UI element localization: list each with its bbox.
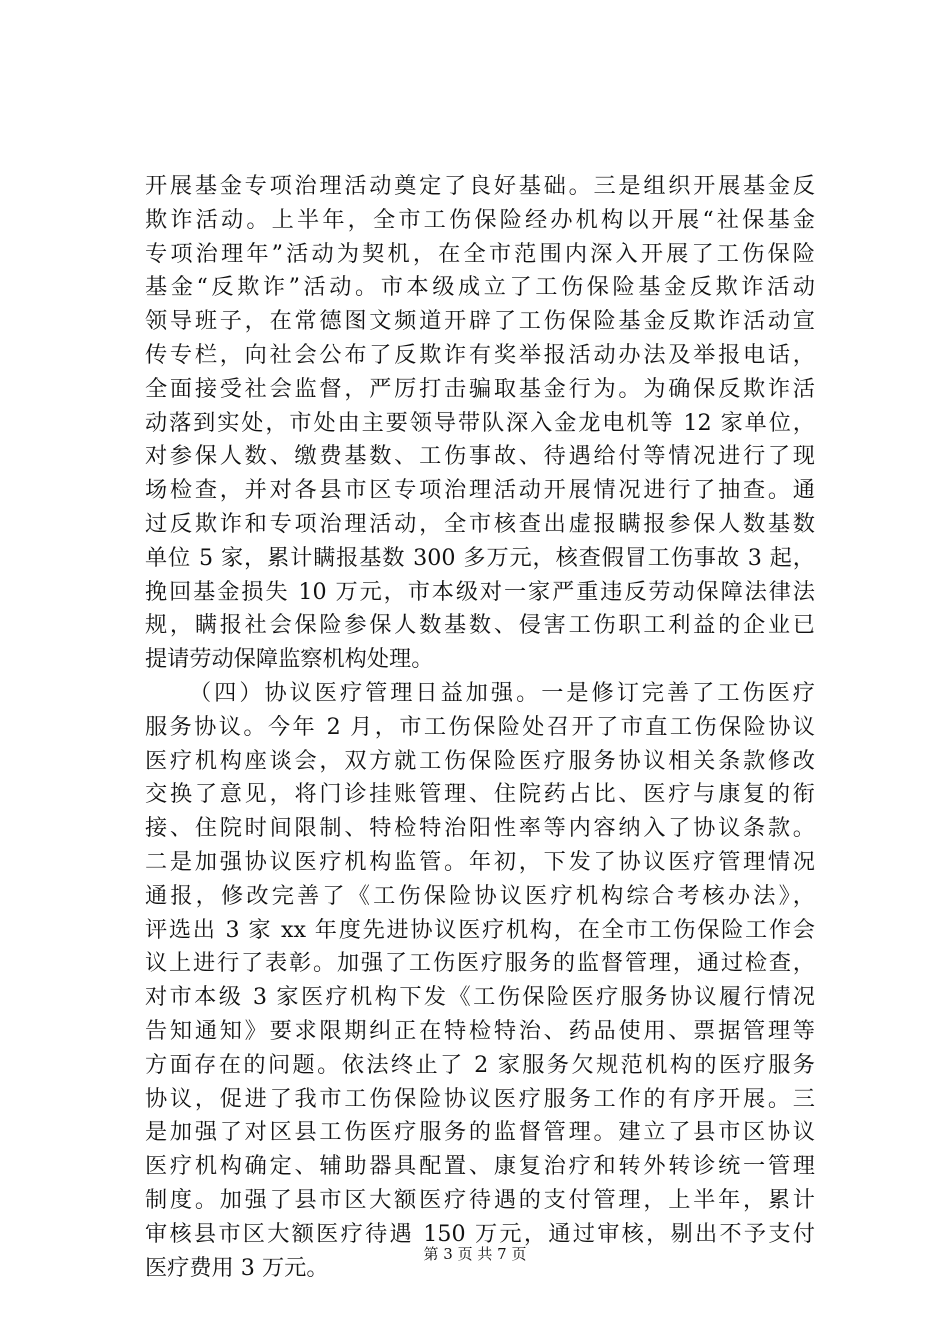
text-line: 服务协议。今年 2 月，市工伤保险处召开了市直工伤保险协议 xyxy=(145,713,815,740)
paragraph-1 xyxy=(145,170,815,677)
page-number: 第 3 页 共 7 页 xyxy=(423,1245,527,1263)
text-line: 传专栏，向社会公布了反欺诈有奖举报活动办法及举报电话， xyxy=(145,341,815,368)
text-line: 开展基金专项治理活动奠定了良好基础。三是组织开展基金反 xyxy=(145,173,815,199)
text-line: 评选出 3 家 xx 年度先进协议医疗机构，在全市工伤保险工作会 xyxy=(145,916,815,943)
text-line: 专项治理年”活动为契机，在全市范围内深入开展了工伤保险 xyxy=(145,240,815,267)
document-body xyxy=(145,170,815,1285)
text-line: 对参保人数、缴费基数、工伤事故、待遇给付等情况进行了现 xyxy=(145,443,815,470)
text-line: 领导班子，在常德图文频道开辟了工伤保险基金反欺诈活动宣 xyxy=(145,308,815,335)
text-line: 单位 5 家，累计瞒报基数 300 多万元，核查假冒工伤事故 3 起， xyxy=(145,544,815,571)
text-line: 二是加强协议医疗机构监管。年初，下发了协议医疗管理情况 xyxy=(145,848,815,875)
text-line: 是加强了对区县工伤医疗服务的监督管理。建立了县市区协议 xyxy=(145,1119,815,1146)
text-line: 基金“反欺诈”活动。市本级成立了工伤保险基金反欺诈活动 xyxy=(145,274,815,301)
text-line: 挽回基金损失 10 万元，市本级对一家严重违反劳动保障法律法 xyxy=(145,578,815,605)
text-line: 欺诈活动。上半年，全市工伤保险经办机构以开展“社保基金 xyxy=(145,206,815,233)
text-line: 医疗机构座谈会，双方就工伤保险医疗服务协议相关条款修改 xyxy=(145,747,815,774)
text-line: 审核县市区大额医疗待遇 150 万元，通过审核，剔出不予支付 xyxy=(145,1220,815,1247)
text-line: 方面存在的问题。依法终止了 2 家服务欠规范机构的医疗服务 xyxy=(145,1051,815,1078)
text-line: 过反欺诈和专项治理活动，全市核查出虚报瞒报参保人数基数 xyxy=(145,510,815,537)
paragraph-2 xyxy=(145,677,815,1285)
text-line: （四）协议医疗管理日益加强。一是修订完善了工伤医疗 xyxy=(189,679,815,706)
text-line: 议上进行了表彰。加强了工伤医疗服务的监督管理，通过检查， xyxy=(145,950,815,977)
text-line: 协议，促进了我市工伤保险协议医疗服务工作的有序开展。三 xyxy=(145,1085,815,1112)
text-line: 提请劳动保障监察机构处理。 xyxy=(145,646,434,673)
text-line: 通报，修改完善了《工伤保险协议医疗机构综合考核办法》， xyxy=(145,882,815,909)
text-line: 交换了意见，将门诊挂账管理、住院药占比、医疗与康复的衔 xyxy=(145,781,815,808)
text-line: 规，瞒报社会保险参保人数基数、侵害工伤职工利益的企业已 xyxy=(145,612,815,639)
text-line: 医疗费用 3 万元。 xyxy=(145,1254,329,1281)
text-line: 全面接受社会监督，严厉打击骗取基金行为。为确保反欺诈活 xyxy=(145,375,815,402)
text-line: 接、住院时间限制、特检特治阳性率等内容纳入了协议条款。 xyxy=(145,815,815,842)
text-line: 动落到实处，市处由主要领导带队深入金龙电机等 12 家单位， xyxy=(145,409,815,436)
page-footer xyxy=(0,1243,950,1265)
text-line: 告知通知》要求限期纠正在特检特治、药品使用、票据管理等 xyxy=(145,1017,815,1044)
text-line: 制度。加强了县市区大额医疗待遇的支付管理，上半年，累计 xyxy=(145,1186,815,1213)
text-line: 场检查，并对各县市区专项治理活动开展情况进行了抽查。通 xyxy=(145,477,815,504)
text-line: 对市本级 3 家医疗机构下发《工伤保险医疗服务协议履行情况 xyxy=(145,984,815,1011)
text-line: 医疗机构确定、辅助器具配置、康复治疗和转外转诊统一管理 xyxy=(145,1153,815,1180)
